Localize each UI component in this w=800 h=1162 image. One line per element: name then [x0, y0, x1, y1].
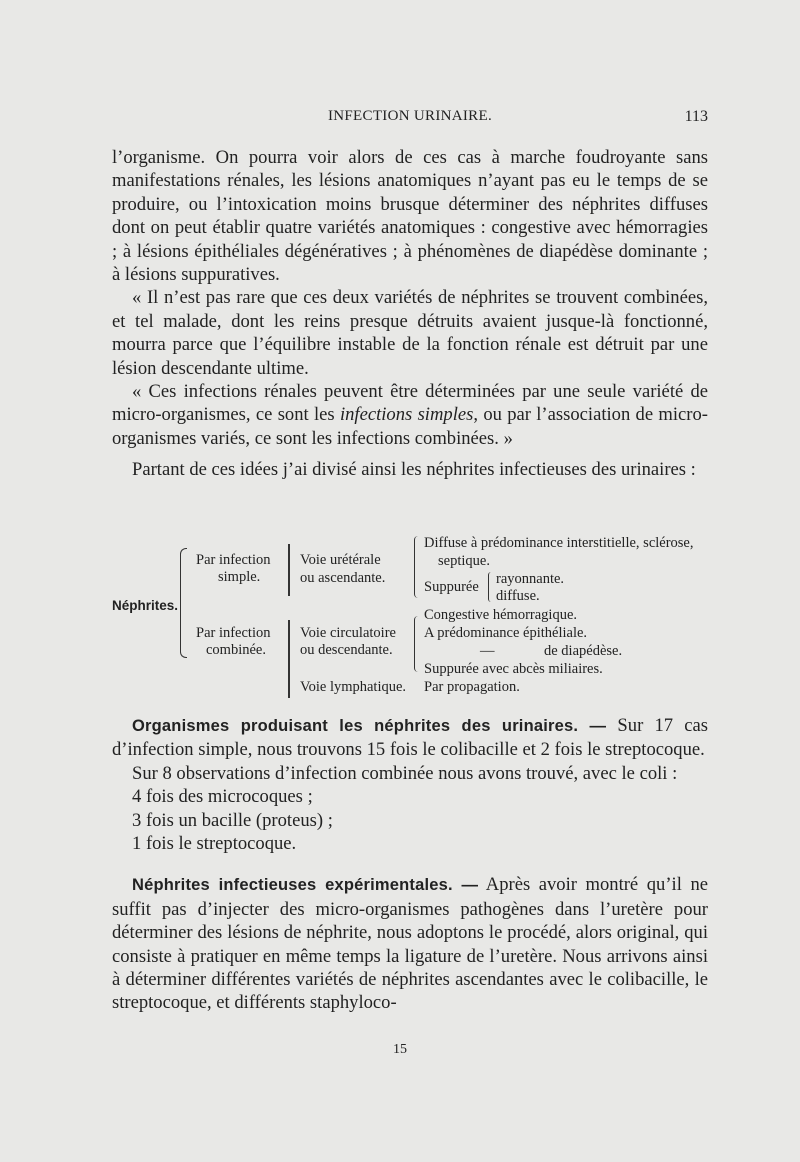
- section-1-line-1: Sur 8 observations d’infection combinée nous avons trouvé, avec le coli :: [132, 762, 678, 784]
- diagram-route-lymphatic: Voie lymphatique.: [300, 679, 407, 695]
- section-2: [112, 873, 708, 1014]
- section-1-line-4: 1 fois le streptocoque.: [132, 833, 297, 855]
- diagram-simple-1: Par infection: [196, 552, 271, 568]
- section-1-line-3: 3 fois un bacille (proteus) ;: [132, 809, 333, 831]
- diagram-diapedese: de diapédèse.: [544, 643, 623, 659]
- diagram-route-ascending-2: ou ascendante.: [300, 570, 386, 586]
- body-text: [112, 146, 708, 482]
- header-title: INFECTION URINAIRE.: [327, 108, 493, 124]
- section-1-line-2: 4 fois des microcoques ;: [132, 786, 313, 808]
- diagram-route-ascending-1: Voie urétérale: [300, 552, 381, 568]
- section-2-heading: Néphrites infectieuses expérimentales. —: [132, 876, 479, 895]
- paragraph-3-italic: infections simples: [339, 404, 474, 426]
- paragraph-3-start: « Ces infections rénales peuvent être déterminées par une seule variété de micro-organismes, ce sont les: [112, 381, 708, 426]
- body-text-2: [112, 714, 708, 1015]
- diagram-rayonnante: rayonnante.: [496, 571, 565, 587]
- brace-suppuree: [488, 572, 492, 602]
- section-1-text: Sur 17 cas d’infection simple, nous trouvons 15 fois le colibacille et 2 fois le streptocoque.: [112, 715, 708, 761]
- paragraph-1: l’organisme. On pourra voir alors de ces cas à marche foudroyante sans manifestations rénales, les lésions anatomiques n’ayant pas eu le temps de se produire, ou l’intoxication moins brusque déterminer des néphrites diffuses dont on peut établir quatre variétés anatomiques : congestive avec hémorragies ; à lésions épithéliales dégénératives ; à phénomènes de diapédèse dominante ; à lésions suppuratives.: [112, 147, 708, 286]
- diagram-dash: —: [480, 643, 495, 659]
- paragraph-2: « Il n’est pas rare que ces deux variétés de néphrites se trouvent combinées, et tel malade, dont les reins presque détruits avaient jusque-là fonctionné, mourra parce que l’équilibre instable de la fonction rénale est détruit par une lésion descendante ultime.: [112, 287, 708, 379]
- brace-combined: [288, 620, 292, 698]
- diagram-suppuree: Suppurée: [424, 579, 479, 595]
- diagram-root: Néphrites.: [112, 598, 179, 613]
- brace-simple: [288, 544, 292, 596]
- running-header: [112, 108, 708, 132]
- diagram-combined-1: Par infection: [196, 625, 271, 641]
- brace-descending: [414, 616, 419, 672]
- diagram-route-descending-1: Voie circulatoire: [300, 625, 396, 641]
- brace-ascending: [414, 536, 419, 598]
- diagram-route-descending-2: ou descendante.: [300, 642, 393, 658]
- page-number: 113: [684, 108, 708, 125]
- signature-mark: 15: [393, 1042, 407, 1057]
- diagram-diffuse-2: septique.: [438, 553, 490, 569]
- diagram-diffuse-1: Diffuse à prédominance interstitielle, sclérose,: [424, 535, 694, 551]
- diagram-simple-2: simple.: [218, 569, 261, 585]
- diagram-epitheliale: A prédominance épithéliale.: [424, 625, 588, 641]
- paragraph-3-end: , ou par l’association de micro-organismes variés, ce sont les infections combinées. »: [112, 404, 708, 449]
- brace-root: [180, 548, 187, 658]
- section-2-text: Après avoir montré qu’il ne suffit pas d’injecter des micro-organismes pathogènes dans l’uretère pour déterminer des lésions de néphrite, nous adoptons le procédé, alors original, qui consiste à pratiquer en même temps la ligature de l’uretère. Nous arrivons ainsi à déterminer différentes variétés de néphrites ascendantes avec le colibacille, le streptocoque, et différents staphyloco-: [112, 874, 708, 1014]
- paragraph-4: Partant de ces idées j’ai divisé ainsi les néphrites infectieuses des urinaires :: [132, 459, 696, 481]
- diagram-combined-2: combinée.: [206, 642, 266, 658]
- diagram-propagation: Par propagation.: [424, 679, 520, 695]
- diagram-suppuree-abces: Suppurée avec abcès miliaires.: [424, 661, 603, 677]
- section-1-heading: Organismes produisant les néphrites des urinaires. —: [132, 717, 607, 735]
- classification-diagram: [112, 534, 712, 698]
- section-1: [112, 714, 708, 762]
- diagram-diffuse-short: diffuse.: [496, 588, 540, 604]
- paragraph-3: [112, 380, 708, 450]
- diagram-congestive: Congestive hémorragique.: [424, 607, 578, 623]
